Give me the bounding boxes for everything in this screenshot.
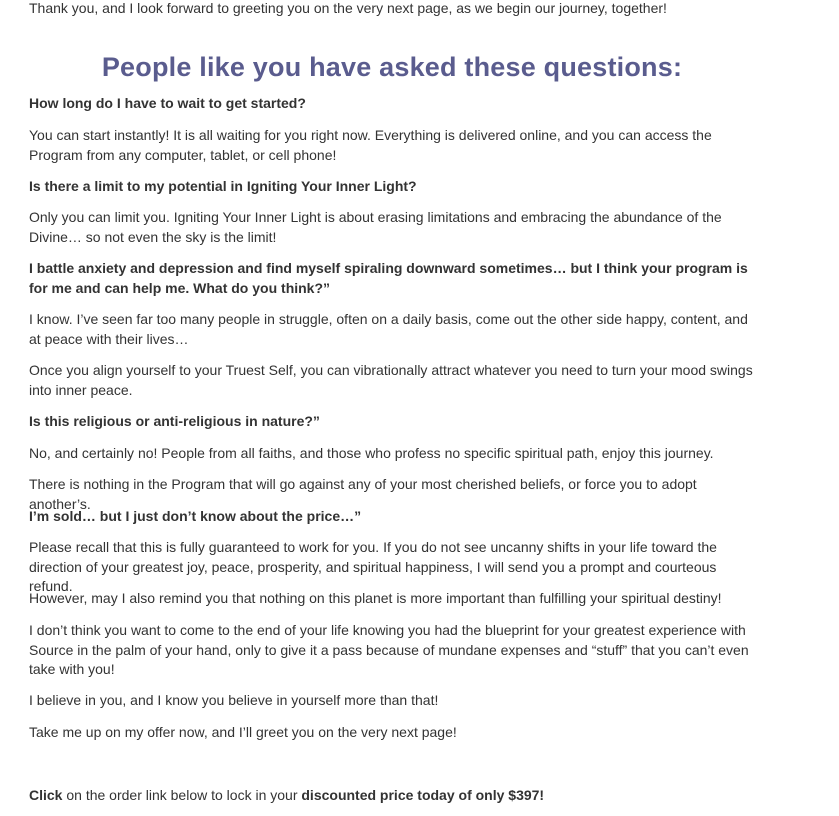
cta-price-text: discounted price today of only $397! [301,787,545,803]
faq-question-2: Is there a limit to my potential in Igniting Your Inner Light? [29,178,417,194]
cta-middle-text: on the order link below to lock in your [62,787,302,803]
faq-answer-5d: I believe in you, and I know you believe in yourself more than that! [29,692,439,708]
faq-answer-4b: There is nothing in the Program that will go against any of your most cherished beliefs, or force you to adopt another’s. [29,476,697,512]
cta-line [29,786,753,806]
faq-answer-3a: I know. I’ve seen far too many people in struggle, often on a daily basis, come out the other side happy, content, and at peace with their lives… [29,311,748,347]
faq-answer-5a: Please recall that this is fully guaranteed to work for you. If you do not see uncanny shifts in your life toward the direction of your greatest joy, peace, prosperity, and spiritual happiness, I will send you a prompt and courteous refund. [29,539,717,594]
faq-answer-5e: Take me up on my offer now, and I’ll greet you on the very next page! [29,724,457,740]
faq-answer-5c: I don’t think you want to come to the end of your life knowing you had the blueprint for your greatest experience with Source in the palm of your hand, only to give it a pass because of mundane expenses and “stuff” that you can’t even take with you! [29,622,749,677]
faq-answer-4a: No, and certainly no! People from all faiths, and those who profess no specific spiritual path, enjoy this journey. [29,445,714,461]
cta-click-word: Click [29,787,63,803]
faq-answer-1: You can start instantly! It is all waiting for you right now. Everything is delivered online, and you can access the Program from any computer, tablet, or cell phone! [29,127,712,163]
intro-text: Thank you, and I look forward to greeting you on the very next page, as we begin our journey, together! [29,0,667,16]
faq-question-5: I’m sold… but I just don’t know about the price…” [29,508,362,524]
faq-heading: People like you have asked these questions: [101,52,683,82]
faq-answer-3b: Once you align yourself to your Truest Self, you can vibrationally attract whatever you need to turn your mood swings into inner peace. [29,362,753,398]
faq-question-1: How long do I have to wait to get started? [29,95,306,111]
faq-question-3: I battle anxiety and depression and find myself spiraling downward sometimes… but I think your program is for me and can help me. What do you think?” [29,260,748,296]
faq-answer-2: Only you can limit you. Igniting Your Inner Light is about erasing limitations and embracing the abundance of the Divine… so not even the sky is the limit! [29,209,722,245]
faq-answer-5b: However, may I also remind you that nothing on this planet is more important than fulfilling your spiritual destiny! [29,590,722,606]
faq-question-4: Is this religious or anti-religious in nature?” [29,413,320,429]
